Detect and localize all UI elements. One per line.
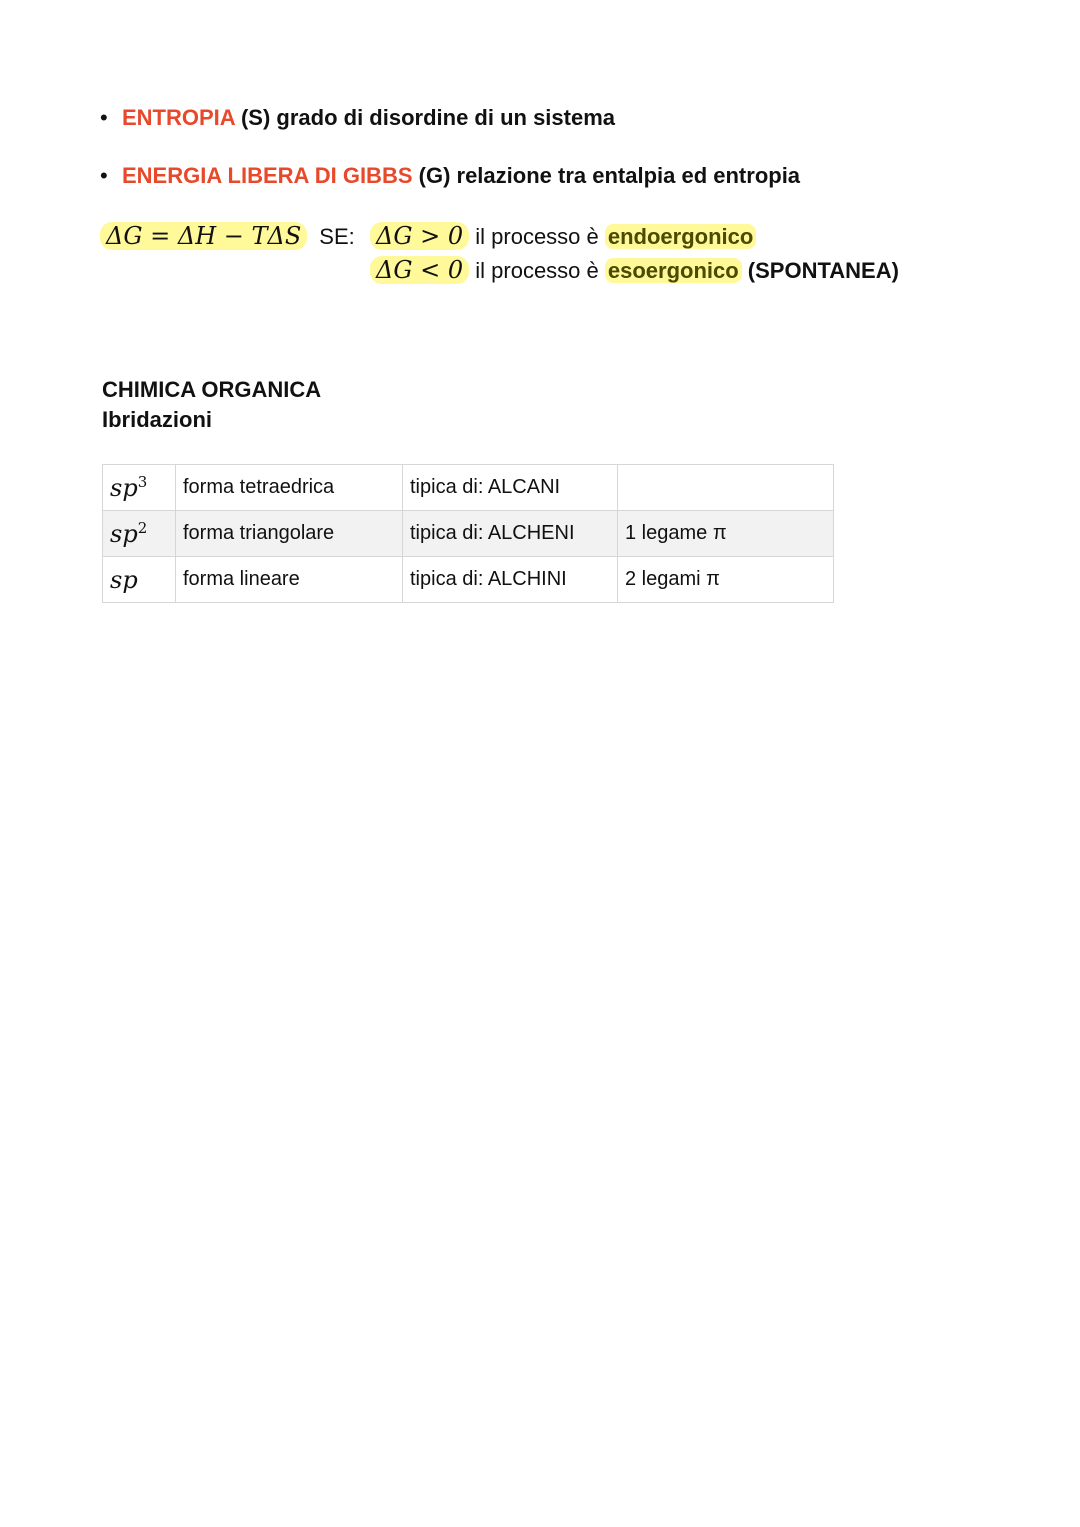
condition-keyword: endoergonico [605,224,756,249]
definition-entropia: (S) grado di disordine di un sistema [234,105,616,130]
se-label: SE: [319,224,355,249]
orbital-superscript: 2 [137,519,148,537]
condition-keyword: esoergonico [605,258,742,283]
shape-cell: forma tetraedrica [176,465,403,511]
orbital-superscript: 3 [137,473,148,491]
orbital-name: sp [110,474,138,502]
orbital-cell [103,511,176,557]
gibbs-formula-row [100,222,361,250]
section-title: CHIMICA ORGANICA [102,377,322,402]
hybridization-table [102,464,834,603]
orbital-cell [103,465,176,511]
condition-expr: ΔG > 0 [370,222,469,250]
table-row [103,465,834,511]
orbital-name: sp [110,566,138,594]
condition-exoergonic [370,256,899,284]
bonds-cell [618,465,834,511]
term-gibbs: ENERGIA LIBERA DI GIBBS [122,163,413,188]
bonds-cell: 2 legami π [618,557,834,603]
orbital-name: sp [110,520,138,548]
condition-suffix: (SPONTANEA) [741,258,899,283]
condition-expr: ΔG < 0 [370,256,469,284]
condition-text: il processo è [469,224,605,249]
bullet-dot: • [100,105,108,130]
shape-cell: forma triangolare [176,511,403,557]
table-row [103,557,834,603]
typical-cell: tipica di: ALCHENI [403,511,618,557]
table-row [103,511,834,557]
section-subtitle: Ibridazioni [102,407,212,432]
bullet-entropia [100,105,615,131]
bullet-gibbs [100,163,800,189]
condition-text: il processo è [469,258,605,283]
shape-cell: forma lineare [176,557,403,603]
bonds-cell: 1 legame π [618,511,834,557]
bullet-dot: • [100,163,108,188]
typical-cell: tipica di: ALCANI [403,465,618,511]
gibbs-equation: ΔG = ΔH − TΔS [100,222,307,250]
orbital-cell [103,557,176,603]
term-entropia: ENTROPIA [122,105,235,130]
definition-gibbs: (G) relazione tra entalpia ed entropia [412,163,801,188]
typical-cell: tipica di: ALCHINI [403,557,618,603]
condition-endoergonic [370,222,756,250]
